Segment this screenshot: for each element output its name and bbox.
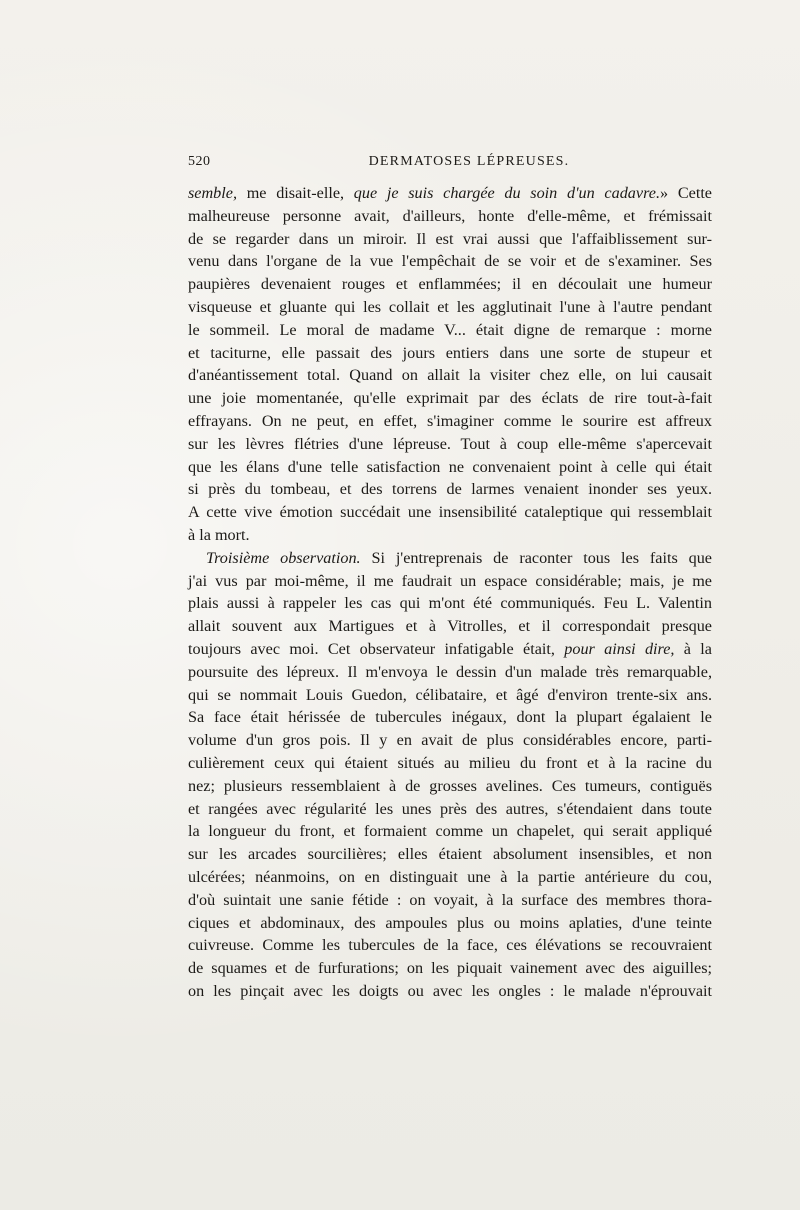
text-run: volume d'un gros pois. Il y en avait de plus considérables encore, parti-: [188, 731, 712, 750]
text-line: [188, 934, 712, 957]
text-run: nez; plusieurs ressemblaient à de grosses avelines. Ces tumeurs, contiguës: [188, 776, 712, 795]
text-run: ulcérées; néanmoins, on en distinguait une à la partie antérieure du cou,: [188, 867, 712, 886]
text-line: [188, 342, 712, 365]
text-line: [188, 296, 712, 319]
text-run: de se regarder dans un miroir. Il est vrai aussi que l'affaiblissement sur-: [188, 229, 712, 248]
text-line: [188, 775, 712, 798]
italic-text: que je suis chargée du soin d'un cadavre.: [353, 184, 661, 202]
text-run: ciques et abdominaux, des ampoules plus ou moins aplaties, d'une teinte: [188, 913, 712, 932]
text-run: que les élans d'une telle satisfaction ne convenaient point à celle qui était: [188, 457, 712, 476]
text-line: [188, 456, 712, 479]
text-line: [188, 478, 712, 501]
text-line: [188, 433, 712, 456]
body-text: [188, 182, 712, 1003]
page-number: 520: [188, 154, 211, 169]
italic-text: pour ainsi dire,: [564, 639, 675, 658]
text-run: à la: [674, 639, 712, 658]
text-run: et rangées avec régularité les unes près des autres, s'étendaient dans toute: [188, 799, 712, 818]
text-line: [188, 889, 712, 912]
text-line: [188, 501, 712, 524]
text-run: sur les arcades sourcilières; elles étaient absolument insensibles, et non: [188, 845, 712, 864]
italic-text: semble,: [188, 184, 237, 202]
text-run: cuivreuse. Comme les tubercules de la face, ces élévations se recouvraient: [188, 936, 712, 955]
text-run: malheureuse personne avait, d'ailleurs, honte d'elle-même, et frémissait: [188, 206, 712, 225]
text-line: [188, 820, 712, 843]
text-run: et taciturne, elle passait des jours entiers dans une sorte de stupeur et: [188, 343, 712, 362]
text-run: qui se nommait Louis Guedon, célibataire, et âgé d'environ trente-six ans.: [188, 685, 712, 704]
text-run: la longueur du front, et formaient comme un chapelet, qui serait appliqué: [188, 822, 712, 841]
text-line: [188, 228, 712, 251]
text-line: [188, 364, 712, 387]
text-line: [188, 524, 712, 547]
text-run: j'ai vus par moi-même, il me faudrait un espace considérable; mais, je me: [188, 571, 712, 590]
text-run: poursuite des lépreux. Il m'envoya le dessin d'un malade très remarquable,: [188, 662, 712, 681]
text-line: [188, 957, 712, 980]
text-line: [188, 912, 712, 935]
text-run: d'anéantissement total. Quand on allait la visiter chez elle, on lui causait: [188, 366, 712, 385]
text-run: plais aussi à rappeler les cas qui m'ont été communiqués. Feu L. Valentin: [188, 594, 712, 613]
text-line: [188, 319, 712, 342]
text-run: A cette vive émotion succédait une insensibilité cataleptique qui ressemblait: [188, 503, 712, 522]
text-run: visqueuse et gluante qui les collait et les agglutinait l'une à l'autre pendant: [188, 297, 712, 316]
running-title: DERMATOSES LÉPREUSES.: [368, 154, 570, 169]
text-line: [188, 729, 712, 752]
text-run: culièrement ceux qui étaient situés au milieu du front et à la racine du: [188, 753, 712, 772]
text-run: Si j'entreprenais de raconter tous les faits que: [360, 548, 712, 567]
text-line: [188, 570, 712, 593]
text-line: [188, 547, 712, 570]
text-run: le sommeil. Le moral de madame V... était digne de remarque : morne: [188, 320, 712, 339]
text-line: [188, 706, 712, 729]
text-run: paupières devenaient rouges et enflammées; il en découlait une humeur: [188, 275, 712, 294]
text-line: [188, 661, 712, 684]
text-line: [188, 752, 712, 775]
text-line: [188, 866, 712, 889]
text-run: venu dans l'organe de la vue l'empêchait de se voir et de s'examiner. Ses: [188, 252, 712, 271]
text-line: [188, 273, 712, 296]
text-run: Sa face était hérissée de tubercules inégaux, dont la plupart égalaient le: [188, 708, 712, 727]
text-run: sur les lèvres flétries d'une lépreuse. Tout à coup elle-même s'apercevait: [188, 434, 712, 453]
text-line: [188, 205, 712, 228]
text-run: toujours avec moi. Cet observateur infatigable était,: [188, 639, 565, 658]
text-run: une joie momentanée, qu'elle exprimait par des éclats de rire tout-à-fait: [188, 389, 712, 408]
text-run: on les pinçait avec les doigts ou avec les ongles : le malade n'éprouvait: [188, 981, 712, 1000]
text-line: [188, 843, 712, 866]
text-run: à la mort.: [188, 525, 250, 544]
italic-text: Troisième observation.: [206, 548, 361, 567]
text-line: [188, 250, 712, 273]
text-run: me disait-elle,: [237, 184, 354, 202]
text-line: [188, 592, 712, 615]
text-run: allait souvent aux Martigues et à Vitrolles, et il correspondait presque: [188, 617, 712, 636]
text-line: [188, 387, 712, 410]
text-line: [188, 684, 712, 707]
text-run: si près du tombeau, et des torrens de larmes venaient inonder ses yeux.: [188, 480, 712, 499]
text-run: d'où suintait une sanie fétide : on voyait, à la surface des membres thora-: [188, 890, 712, 909]
text-run: effrayans. On ne peut, en effet, s'imaginer comme le sourire est affreux: [188, 411, 712, 430]
text-line: [188, 410, 712, 433]
text-line: [188, 798, 712, 821]
text-line: [188, 615, 712, 638]
text-line: [188, 182, 712, 205]
text-run: » Cette: [660, 184, 712, 202]
text-line: [188, 638, 712, 661]
text-run: de squames et de furfurations; on les piquait vainement avec des aiguilles;: [188, 959, 712, 978]
text-line: [188, 980, 712, 1003]
page-header: [188, 154, 712, 174]
